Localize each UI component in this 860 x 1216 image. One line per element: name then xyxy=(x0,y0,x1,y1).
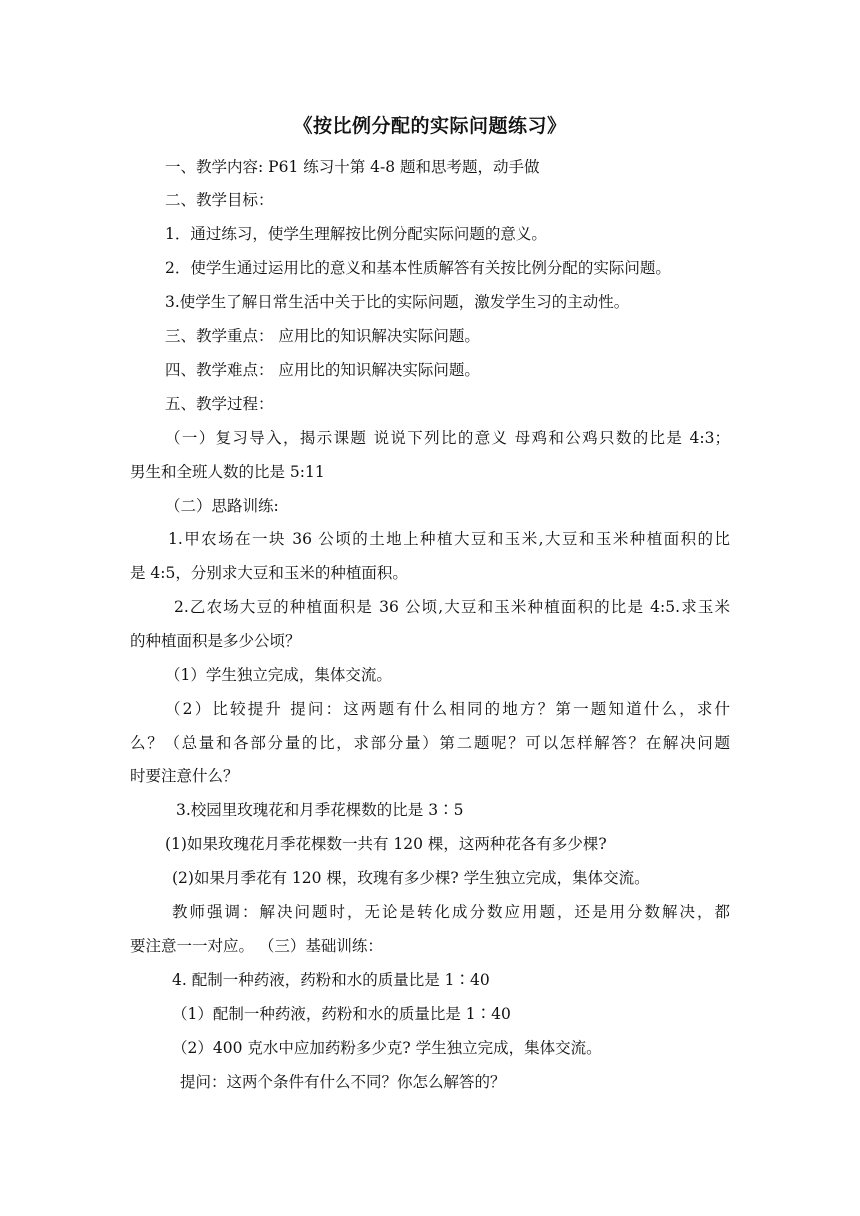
line-teaching-goals-heading: 二、教学目标： xyxy=(165,191,274,209)
line-goal-1: 1．通过练习，使学生理解按比例分配实际问题的意义。 xyxy=(165,225,547,243)
line-problem-4-part-2: （2）400 克水中应加药粉多少克? 学生独立完成，集体交流。 xyxy=(172,1039,602,1057)
line-key-points: 三、教学重点： 应用比的知识解决实际问题。 xyxy=(165,327,480,345)
document-title: 《按比例分配的实际问题练习》 xyxy=(293,115,567,137)
line-teacher-emphasis-cont: 要注意一一对应。 （三）基础训练： xyxy=(130,937,383,955)
line-problem-4-part-1: （1）配制一种药液，药粉和水的质量比是 1∶40 xyxy=(172,1005,511,1023)
line-step-2: （2）比较提升 提问：这两题有什么相同的地方？第一题知道什么，求什 xyxy=(165,700,730,718)
line-problem-3-part-2: (2)如果月季花有 120 棵，玫瑰有多少棵? 学生独立完成，集体交流。 xyxy=(172,869,650,887)
line-review-intro-cont: 男生和全班人数的比是 5:11 xyxy=(130,463,325,481)
line-review-intro: （一）复习导入，揭示课题 说说下列比的意义 母鸡和公鸡只数的比是 4:3； xyxy=(165,429,730,447)
line-thinking-training-heading: （二）思路训练: xyxy=(165,497,279,515)
line-teacher-emphasis: 教师强调：解决问题时，无论是转化成分数应用题，还是用分数解决，都 xyxy=(172,903,730,921)
line-difficult-points: 四、教学难点： 应用比的知识解决实际问题。 xyxy=(165,361,480,379)
line-problem-1-cont: 是 4:5，分别求大豆和玉米的种植面积。 xyxy=(130,564,408,582)
line-problem-2-cont: 的种植面积是多少公顷？ xyxy=(130,632,301,650)
line-problem-3-part-1: (1)如果玫瑰花月季花棵数一共有 120 棵，这两种花各有多少棵? xyxy=(165,835,607,853)
line-step-2-cont-2: 时要注意什么？ xyxy=(130,767,239,785)
line-teaching-process-heading: 五、教学过程： xyxy=(165,395,274,413)
line-step-2-cont-1: 么？（总量和各部分量的比，求部分量）第二题呢？可以怎样解答？在解决问题 xyxy=(130,734,730,752)
line-question: 提问：这两个条件有什么不同？你怎么解答的？ xyxy=(180,1073,506,1091)
line-problem-3: 3.校园里玫瑰花和月季花棵数的比是 3∶5 xyxy=(176,801,464,819)
line-problem-2: 2.乙农场大豆的种植面积是 36 公顷,大豆和玉米种植面积的比是 4:5.求玉米 xyxy=(174,598,730,616)
line-problem-1: 1.甲农场在一块 36 公顷的土地上种植大豆和玉米,大豆和玉米种植面积的比 xyxy=(168,530,730,548)
line-goal-3: 3.使学生了解日常生活中关于比的实际问题，激发学生习的主动性。 xyxy=(165,293,630,311)
line-problem-4: 4. 配制一种药液，药粉和水的质量比是 1∶40 xyxy=(172,971,490,989)
line-goal-2: 2．使学生通过运用比的意义和基本性质解答有关按比例分配的实际问题。 xyxy=(165,259,671,277)
line-step-1: （1）学生独立完成，集体交流。 xyxy=(165,666,392,684)
line-teaching-content: 一、教学内容: P61 练习十第 4-8 题和思考题，动手做 xyxy=(165,158,540,176)
